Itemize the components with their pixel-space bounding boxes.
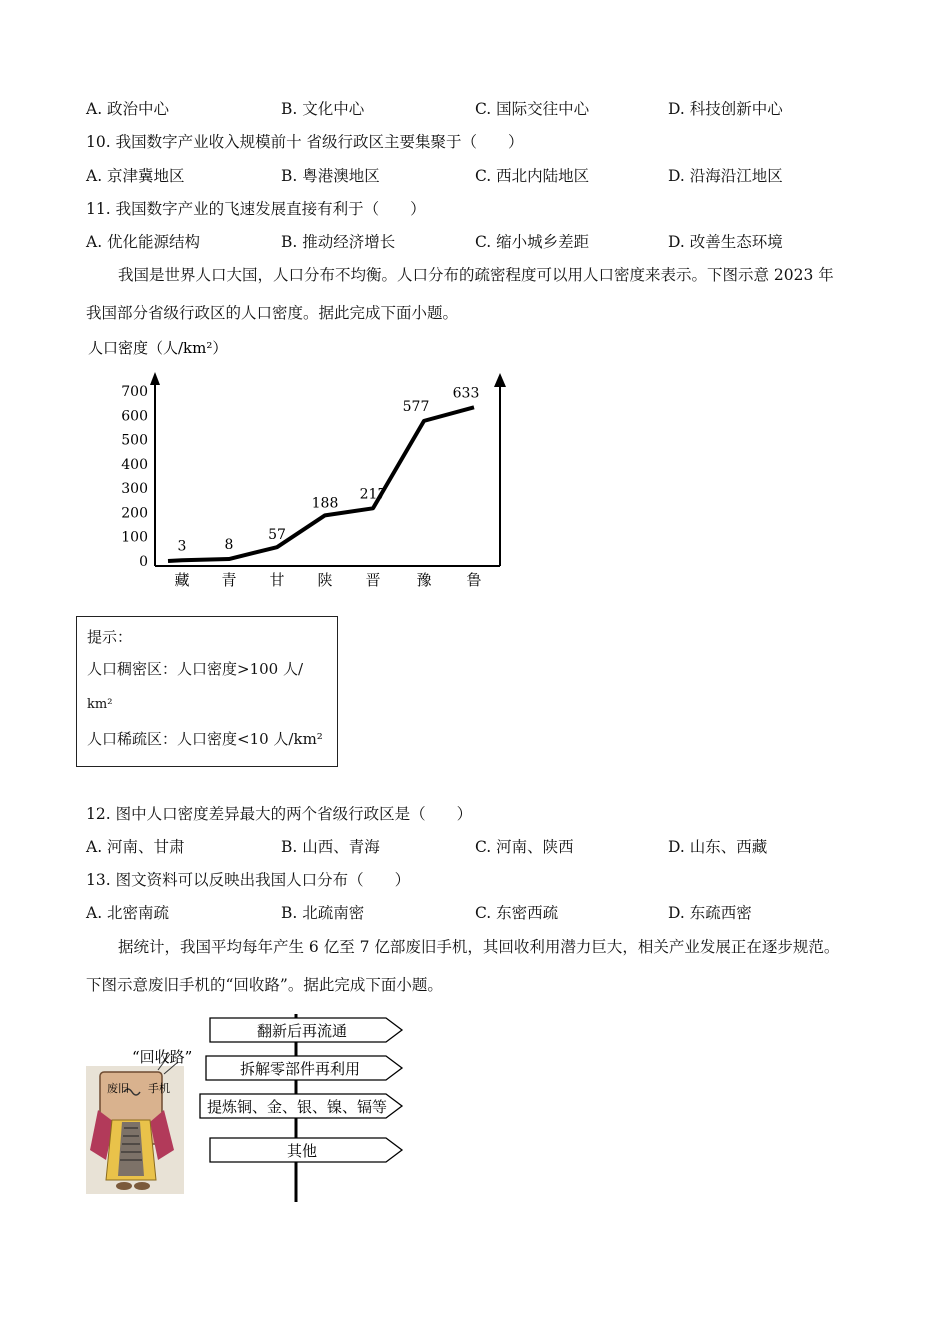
passage1-line2: 我国部分省级行政区的人口密度。据此完成下面小题。 (86, 304, 459, 322)
hint-dense-line: 人口稠密区：人口密度>100 人/ (87, 660, 304, 678)
q10-option-d: D. 沿海沿江地区 (668, 167, 783, 185)
q13-option-d: D. 东疏西密 (668, 904, 752, 922)
q9-option-a: A. 政治中心 (86, 100, 170, 118)
data-label: 633 (452, 385, 480, 402)
hint-box (76, 616, 338, 767)
phone-label-left: 废旧 (107, 1082, 129, 1095)
q9-option-d: D. 科技创新中心 (668, 100, 783, 118)
y-tick-label: 300 (121, 481, 148, 498)
q11-stem: 11. 我国数字产业的飞速发展直接有利于（ ） (86, 200, 426, 218)
x-tick-label: 青 (221, 571, 237, 589)
q12-option-b: B. 山西、青海 (281, 838, 380, 856)
passage2-line2: 下图示意废旧手机的“回收路”。据此完成下面小题。 (86, 976, 443, 994)
population-density-chart (80, 335, 520, 595)
q12-option-d: D. 山东、西藏 (668, 838, 768, 856)
passage1-line1: 我国是世界人口大国，人口分布不均衡。人口分布的疏密程度可以用人口密度来表示。下图示意 2023 年 (118, 266, 834, 284)
y-tick-label: 600 (121, 408, 148, 425)
q11-option-a: A. 优化能源结构 (86, 233, 201, 251)
q13-option-b: B. 北疏南密 (281, 904, 365, 922)
data-label: 577 (402, 398, 430, 415)
y-tick-label: 200 (121, 505, 148, 522)
hint-dense-unit: km² (87, 697, 113, 712)
q13-option-a: A. 北密南疏 (86, 904, 170, 922)
x-tick-label: 藏 (174, 571, 190, 589)
x-tick-label: 鲁 (466, 571, 482, 589)
q11-option-b: B. 推动经济增长 (281, 233, 396, 251)
q11-option-d: D. 改善生态环境 (668, 233, 783, 251)
q12-stem: 12. 图中人口密度差异最大的两个省级行政区是（ ） (86, 805, 473, 823)
x-tick-label: 甘 (269, 571, 285, 589)
q10-option-c: C. 西北内陆地区 (475, 167, 590, 185)
passage2-line1: 据统计，我国平均每年产生 6 亿至 7 亿部废旧手机，其回收利用潜力巨大，相关产业发展正在逐步规范。 (118, 938, 840, 956)
y-tick-label: 400 (121, 456, 148, 473)
x-tick-label: 豫 (416, 571, 432, 589)
data-label: 188 (311, 495, 339, 512)
q9-option-b: B. 文化中心 (281, 100, 365, 118)
y-tick-label: 100 (121, 529, 148, 546)
q9-option-c: C. 国际交往中心 (475, 100, 590, 118)
phone-label-right: 手机 (148, 1082, 170, 1095)
sign-label: 翻新后再流通 (256, 1022, 348, 1040)
y-tick-label: 700 (121, 384, 148, 400)
x-tick-label: 晋 (365, 571, 381, 589)
q12-option-c: C. 河南、陕西 (475, 838, 574, 856)
recycle-caption: “回收路” (132, 1048, 193, 1066)
y-tick-label: 0 (139, 554, 148, 570)
recycle-road-figure (80, 1010, 420, 1210)
data-label: 57 (268, 527, 286, 544)
q10-stem: 10. 我国数字产业收入规模前十 省级行政区主要集聚于（ ） (86, 133, 524, 151)
q11-option-c: C. 缩小城乡差距 (475, 233, 590, 251)
q10-option-b: B. 粤港澳地区 (281, 167, 380, 185)
y-tick-label: 500 (121, 432, 148, 449)
hint-title: 提示： (87, 628, 133, 646)
hint-sparse-line: 人口稀疏区：人口密度<10 人/km² (87, 730, 323, 748)
sign-label: 提炼铜、金、银、镍、镉等 (206, 1098, 388, 1116)
q12-option-a: A. 河南、甘肃 (86, 838, 185, 856)
q13-stem: 13. 图文资料可以反映出我国人口分布（ ） (86, 871, 411, 889)
data-label: 8 (224, 537, 234, 554)
density-line (168, 407, 474, 561)
q13-option-c: C. 东密西疏 (475, 904, 559, 922)
chart-ylabel: 人口密度（人/km²） (88, 339, 228, 357)
phone-cartoon-illustration (86, 1054, 184, 1194)
sign-label: 拆解零部件再利用 (239, 1060, 361, 1078)
q10-option-a: A. 京津冀地区 (86, 167, 185, 185)
x-tick-label: 陕 (317, 571, 333, 589)
sign-label: 其他 (286, 1142, 318, 1160)
data-label: 217 (359, 486, 387, 503)
data-label: 3 (177, 538, 187, 555)
